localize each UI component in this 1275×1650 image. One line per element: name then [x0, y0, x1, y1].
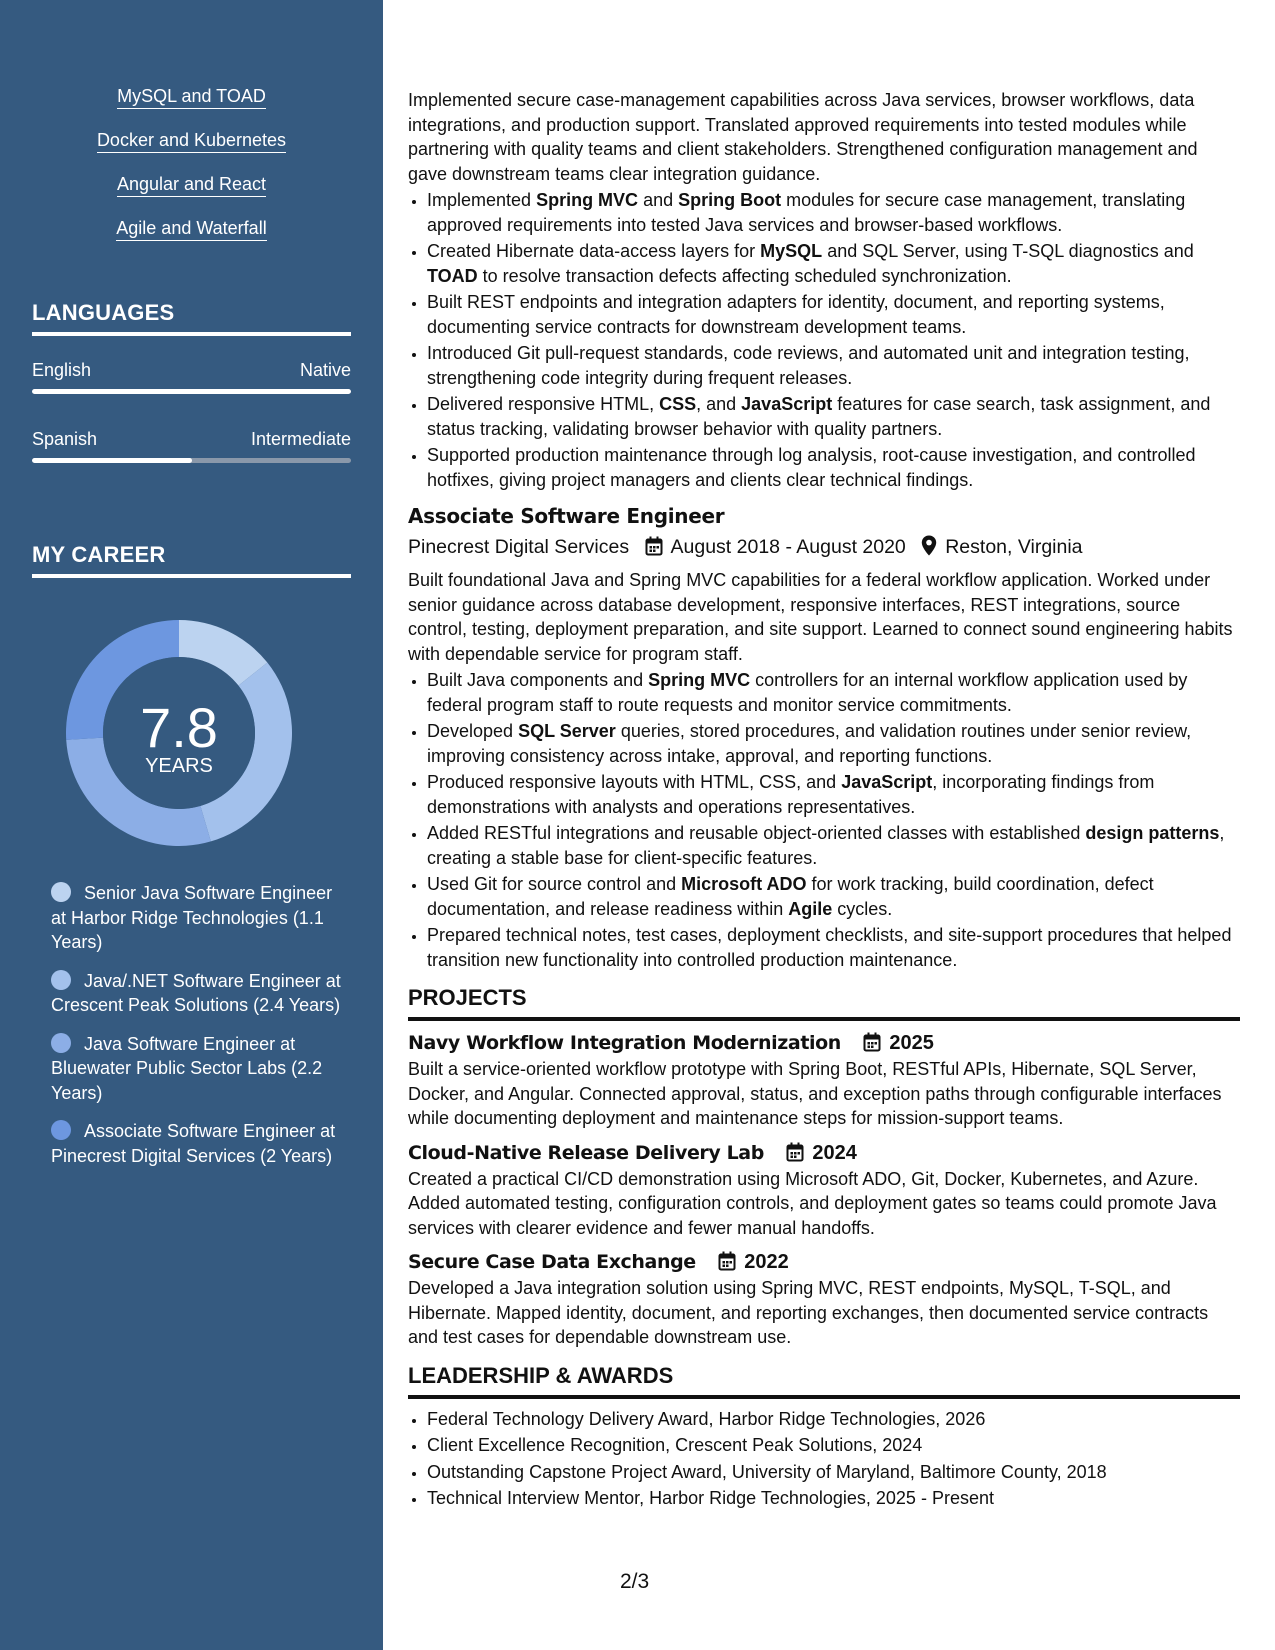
bullet-text: for work tracking, build coordination, defect documentation, and release readiness within	[427, 874, 1154, 919]
project-description: Built a service-oriented workflow prototype with Spring Boot, RESTful APIs, Hibernate, SQL Server, Docker, and Angular. Connected approval, status, and exception paths through configurable interfaces while documenting deployment and maintenance steps for mission-support teams.	[408, 1059, 1222, 1128]
award-item: • Client Excellence Recognition, Crescent Peak Solutions, 2024	[427, 1433, 1240, 1458]
bullet-text: Implemented	[427, 190, 537, 210]
bullet-text: Produced responsive layouts with HTML, CSS, and	[427, 772, 842, 792]
bullet-text: , creating a stable base for client-specific features.	[427, 823, 1225, 868]
legend-dot	[51, 970, 71, 990]
job-company: Pinecrest Digital Services	[408, 536, 630, 558]
career-heading: MY CAREER	[32, 542, 351, 578]
award-item: • Federal Technology Delivery Award, Harbor Ridge Technologies, 2026	[427, 1407, 1240, 1432]
bullet-text: Developed	[427, 721, 519, 741]
project-title-row	[408, 1139, 1240, 1167]
calendar-icon	[645, 536, 663, 556]
bullet-text: Created Hibernate data-access layers for	[427, 241, 761, 261]
main-content	[408, 0, 1240, 1513]
bullet-keyword: SQL Server	[518, 721, 616, 741]
bullet-keyword: MySQL	[760, 241, 823, 261]
bullet-text: to resolve transaction defects affecting scheduled synchronization.	[477, 265, 1012, 286]
bullet-text: Built Java components and	[427, 670, 649, 690]
bullet-text: Used Git for source control and	[427, 874, 682, 894]
bullet-text: , incorporating findings from demonstrations with analysts and operations representatives.	[427, 772, 1155, 817]
job-meta	[408, 532, 1240, 562]
career-total-value: 7.8	[140, 696, 218, 759]
skill-item: Angular and React	[117, 172, 266, 197]
language-proficiency-bar	[32, 389, 351, 394]
bullet-text: queries, stored procedures, and validation routines under senior review, improving consistency across intake, approval, and reporting functions.	[427, 721, 1192, 766]
language-proficiency-fill	[32, 389, 351, 394]
bullet-item	[427, 719, 1240, 768]
project-title-row	[408, 1248, 1240, 1276]
skill-item: MySQL and TOAD	[117, 84, 266, 109]
award-item: • Outstanding Capstone Project Award, University of Maryland, Baltimore County, 2018	[427, 1460, 1240, 1485]
career-donut-chart	[66, 620, 292, 846]
bullet-keyword: Spring Boot	[678, 190, 782, 210]
career-legend-item	[51, 1119, 341, 1168]
legend-dot	[51, 882, 71, 902]
project-title: Navy Workflow Integration Modernization	[408, 1032, 841, 1054]
bullet-keyword: Agile	[788, 898, 833, 919]
awards-list	[408, 1407, 1240, 1511]
bullet-text: Prepared technical notes, test cases, deployment checklists, and site-support procedures that helped transition new functionality into controlled production maintenance.	[427, 925, 1232, 970]
project-title: Secure Case Data Exchange	[408, 1251, 696, 1273]
job-bullets	[408, 188, 1240, 492]
career-legend	[51, 881, 341, 1182]
bullet-item	[427, 770, 1240, 819]
bullet-item	[427, 239, 1240, 288]
language-row	[32, 358, 351, 382]
bullet-keyword: Microsoft ADO	[681, 874, 807, 894]
career-total-unit: YEARS	[145, 755, 213, 777]
bullet-text: modules for secure case management, translating approved requirements into tested Java services and browser-based workflows.	[427, 190, 1186, 235]
bullet-text: Built REST endpoints and integration adapters for identity, document, and reporting systems, documenting service contracts for downstream development teams.	[427, 292, 1165, 337]
job-bullets	[408, 668, 1240, 972]
job-dates: August 2018 - August 2020	[670, 536, 906, 558]
bullet-text: controllers for an internal workflow application used by federal program staff to route requests and monitor service commitments.	[427, 670, 1188, 715]
bullet-keyword: CSS	[659, 394, 697, 414]
projects-heading: PROJECTS	[408, 984, 1240, 1021]
bullet-text: , and	[696, 394, 742, 414]
job-title: Associate Software Engineer	[408, 504, 725, 528]
language-proficiency-bar	[32, 458, 351, 463]
calendar-icon	[863, 1032, 881, 1052]
bullet-keyword: JavaScript	[841, 772, 933, 792]
awards-heading: LEADERSHIP & AWARDS	[408, 1362, 1240, 1399]
skill-item: Docker and Kubernetes	[97, 128, 286, 153]
career-legend-text: Java Software Engineer at Bluewater Public Sector Labs (2.2 Years)	[51, 1033, 323, 1103]
project-title-row	[408, 1029, 1240, 1057]
skill-item: Agile and Waterfall	[116, 216, 266, 241]
bullet-text: Delivered responsive HTML,	[427, 394, 660, 414]
bullet-keyword: Spring MVC	[648, 670, 751, 690]
bullet-text: Supported production maintenance through log analysis, root-cause investigation, and controlled hotfixes, giving project managers and clients clear technical findings.	[427, 445, 1196, 490]
language-name: English	[32, 360, 92, 380]
bullet-item	[427, 872, 1240, 921]
career-legend-text: Associate Software Engineer at Pinecrest Digital Services (2 Years)	[51, 1121, 336, 1166]
bullet-item	[427, 341, 1240, 390]
language-proficiency-fill	[32, 458, 192, 463]
bullet-text: Introduced Git pull-request standards, code reviews, and automated unit and integration testing, strengthening code integrity during frequent releases.	[427, 343, 1190, 388]
bullet-item	[427, 188, 1240, 237]
job-summary: Built foundational Java and Spring MVC capabilities for a federal workflow application. Worked under senior guidance across database development, responsive interfaces, REST integrations, source control, testing, deployment preparation, and site support. Learned to connect sound engineering habits with dependable service for program staff.	[408, 570, 1233, 664]
bullet-item	[427, 443, 1240, 492]
job-summary: Implemented secure case-management capabilities across Java services, browser workflows, data integrations, and production support. Translated approved requirements into tested modules while partnering with quality teams and client stakeholders. Strengthened configuration management and gave downstream teams clear integration guidance.	[408, 90, 1198, 184]
language-level: Intermediate	[250, 429, 351, 449]
bullet-keyword: TOAD	[427, 265, 478, 286]
career-legend-text: Java/.NET Software Engineer at Crescent Peak Solutions (2.4 Years)	[51, 970, 341, 1015]
job-location: Reston, Virginia	[945, 536, 1083, 558]
language-row	[32, 427, 351, 451]
project-description: Developed a Java integration solution using Spring MVC, REST endpoints, MySQL, T-SQL, and Hibernate. Mapped identity, document, and reporting exchanges, then documented service contracts and test cases for dependable downstream use.	[408, 1278, 1209, 1347]
bullet-item	[427, 821, 1240, 870]
career-legend-item	[51, 969, 341, 1018]
project-description: Created a practical CI/CD demonstration using Microsoft ADO, Git, Docker, Kubernetes, and Azure. Added automated testing, configuration controls, and deployment gates so teams could promote Java services with clearer evidence and fewer manual handoffs.	[408, 1168, 1217, 1238]
languages-heading: LANGUAGES	[32, 300, 351, 336]
bullet-text: cycles.	[832, 898, 893, 919]
project-year: 2022	[744, 1251, 789, 1273]
bullet-item	[427, 392, 1240, 441]
bullet-keyword: design patterns	[1085, 823, 1220, 843]
bullet-text: features for case search, task assignment, and status tracking, validating browser behavior with quality partners.	[427, 394, 1211, 439]
bullet-item	[427, 668, 1240, 717]
bullet-keyword: Spring MVC	[536, 190, 639, 210]
legend-dot	[51, 1120, 71, 1140]
bullet-item	[427, 290, 1240, 339]
career-legend-text: Senior Java Software Engineer at Harbor Ridge Technologies (1.1 Years)	[51, 883, 333, 952]
page-number: 2/3	[620, 1570, 650, 1593]
calendar-icon	[786, 1142, 804, 1162]
legend-dot	[51, 1033, 71, 1053]
award-item: • Technical Interview Mentor, Harbor Ridge Technologies, 2025 - Present	[427, 1486, 1240, 1511]
calendar-icon	[718, 1251, 736, 1271]
bullet-text: and SQL Server, using T-SQL diagnostics and	[822, 241, 1194, 261]
career-legend-item	[51, 881, 341, 955]
project-year: 2025	[889, 1032, 934, 1054]
language-level: Native	[299, 360, 351, 380]
skills-list	[0, 84, 383, 260]
bullet-item	[427, 923, 1240, 972]
sidebar	[0, 0, 383, 1650]
map-pin-icon	[921, 535, 937, 556]
bullet-keyword: JavaScript	[741, 394, 833, 414]
project-year: 2024	[812, 1141, 857, 1164]
bullet-text: and	[638, 190, 679, 210]
career-legend-item	[51, 1032, 341, 1106]
bullet-text: Added RESTful integrations and reusable object-oriented classes with established	[427, 823, 1086, 843]
language-name: Spanish	[32, 429, 98, 449]
project-title: Cloud-Native Release Delivery Lab	[408, 1141, 764, 1164]
